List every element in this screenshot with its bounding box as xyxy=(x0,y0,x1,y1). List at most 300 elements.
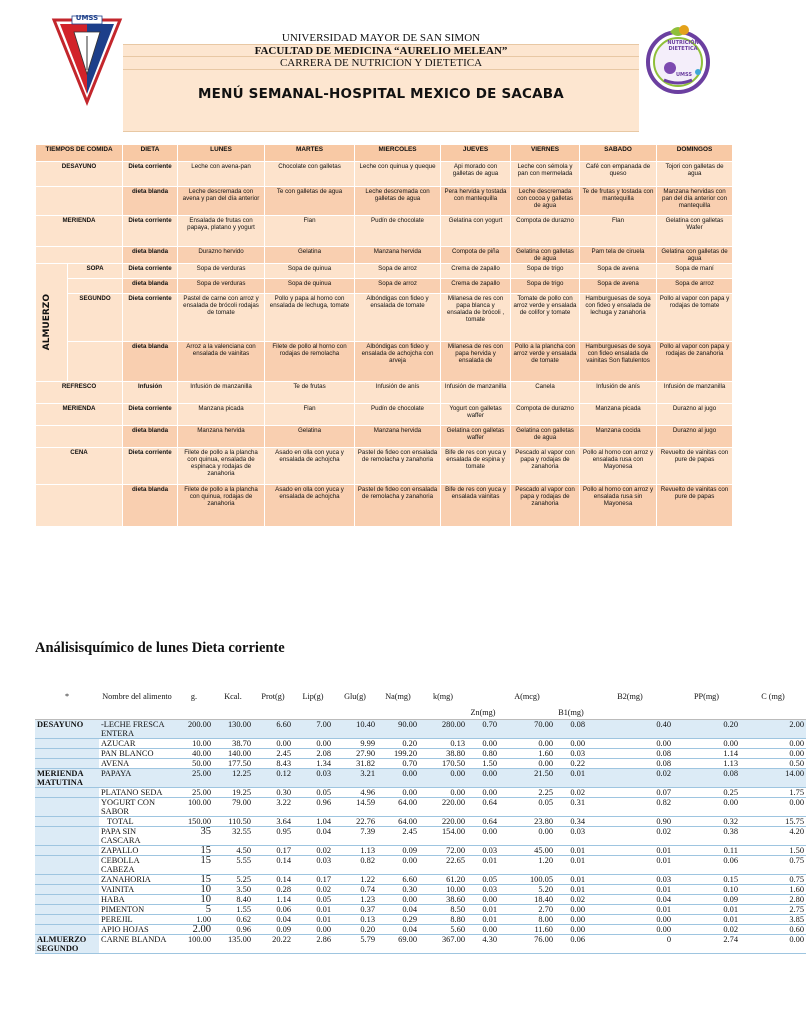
nutrient-value-cell: 0.00 xyxy=(587,924,673,934)
diet-cell: Dieta corriente xyxy=(123,162,178,187)
menu-row xyxy=(36,279,733,294)
nutrient-value-cell: 0.00 xyxy=(377,894,419,904)
nutrient-value-cell: 0.01 xyxy=(467,855,499,874)
col-header: MIERCOLES xyxy=(355,145,441,162)
nutrient-value-cell: 1.34 xyxy=(293,758,333,768)
nutrient-value-cell: 0.00 xyxy=(555,914,587,924)
nutrient-value-cell: 25.00 xyxy=(175,768,213,787)
analysis-header-row xyxy=(35,692,806,719)
menu-day-cell: Pollo al horno con arroz y ensalada rusa con Mayonesa xyxy=(580,448,657,485)
nutrient-value-cell: 0.06 xyxy=(555,934,587,953)
nutrient-value-cell: 4.96 xyxy=(333,787,377,797)
analysis-section-cell: ALMUERZO SEGUNDO xyxy=(35,934,99,953)
menu-day-cell: Café con empanada de queso xyxy=(580,162,657,187)
nutrient-value-cell: 40.00 xyxy=(175,748,213,758)
menu-day-cell: Sopa de arroz xyxy=(657,279,733,294)
nutrient-value-cell: 0.05 xyxy=(499,797,555,816)
menu-day-cell: Infusión de manzanilla xyxy=(441,382,511,404)
menu-day-cell: Filete de pollo a la plancha con quinua, rodajas de zanahoria xyxy=(178,485,265,527)
analysis-row xyxy=(35,797,806,816)
nutrient-value-cell: 0.00 xyxy=(740,934,806,953)
nutrient-value-cell: 0.25 xyxy=(673,787,740,797)
analysis-row xyxy=(35,719,806,738)
nutrient-value-cell: 14.00 xyxy=(740,768,806,787)
nutrient-value-cell: 0.02 xyxy=(293,845,333,855)
nutrient-value-cell: 10 xyxy=(175,884,213,894)
col-header: SABADO xyxy=(580,145,657,162)
nutrient-value-cell: 0.75 xyxy=(740,874,806,884)
analysis-col-header: A(mcg) xyxy=(499,692,555,719)
nutrient-value-cell: 5.25 xyxy=(213,874,253,884)
nutrient-value-cell: 0.60 xyxy=(740,924,806,934)
menu-day-cell: Sopa de trigo xyxy=(511,279,580,294)
nutrient-value-cell: 50.00 xyxy=(175,758,213,768)
menu-day-cell: Gelatina con yogurt xyxy=(441,216,511,247)
menu-day-cell: Durazno al jugo xyxy=(657,404,733,426)
nutrient-value-cell: 0.15 xyxy=(673,874,740,884)
analysis-section-cell xyxy=(35,884,99,894)
analysis-body xyxy=(35,719,806,953)
nutrient-value-cell: 3.22 xyxy=(253,797,293,816)
nutrient-value-cell: 0.02 xyxy=(673,924,740,934)
menu-day-cell: Gelatina xyxy=(265,426,355,448)
nutrient-value-cell: 0.01 xyxy=(555,845,587,855)
nutrient-value-cell: 0.00 xyxy=(740,748,806,758)
menu-day-cell: Pescado al vapor con papa y rodajas de zanahoria xyxy=(511,448,580,485)
nutrient-value-cell: 367.00 xyxy=(419,934,467,953)
meal-sub-cell: SEGUNDO xyxy=(68,294,123,342)
nutrient-value-cell: 0.00 xyxy=(467,924,499,934)
meal-cell: CENA xyxy=(36,448,123,485)
nutrient-value-cell: 0.00 xyxy=(740,738,806,748)
menu-day-cell: Sopa de verduras xyxy=(178,279,265,294)
food-name-cell: ZAPALLO xyxy=(99,845,175,855)
menu-day-cell: Canela xyxy=(511,382,580,404)
nutrient-value-cell: 0.13 xyxy=(419,738,467,748)
menu-row xyxy=(36,342,733,382)
nutrient-value-cell: 0.09 xyxy=(253,924,293,934)
nutrient-value-cell: 3.50 xyxy=(213,884,253,894)
analysis-row xyxy=(35,787,806,797)
menu-day-cell: Gelatina con galletas de agua xyxy=(657,247,733,264)
nutrient-value-cell: 2.70 xyxy=(499,904,555,914)
nutrient-value-cell: 0.03 xyxy=(467,884,499,894)
analysis-section-cell xyxy=(35,826,99,845)
menu-row xyxy=(36,294,733,342)
nutrient-value-cell: 1.60 xyxy=(499,748,555,758)
nutrient-value-cell: 0.96 xyxy=(213,924,253,934)
nutrient-value-cell: 0.02 xyxy=(293,884,333,894)
nutrient-value-cell: 0.38 xyxy=(673,826,740,845)
analysis-title: Análisisquímico de lunes Dieta corriente xyxy=(35,640,285,656)
nutrient-value-cell: 0.31 xyxy=(555,797,587,816)
nutrient-value-cell: 0.20 xyxy=(377,738,419,748)
menu-day-cell: Pastel de fideo con ensalada de remolacha y zanahoria xyxy=(355,448,441,485)
nutrient-value-cell: 0.11 xyxy=(673,845,740,855)
almuerzo-side-label xyxy=(36,264,68,382)
menu-day-cell: Te con galletas de agua xyxy=(265,187,355,216)
menu-day-cell: Te de frutas xyxy=(265,382,355,404)
nutrient-value-cell: 10.40 xyxy=(333,719,377,738)
menu-day-cell: Infusión de anís xyxy=(355,382,441,404)
nutrient-value-cell: 7.39 xyxy=(333,826,377,845)
menu-day-cell: Api morado con galletas de agua xyxy=(441,162,511,187)
menu-day-cell: Tojori con galletas de agua xyxy=(657,162,733,187)
food-name-cell: APIO HOJAS xyxy=(99,924,175,934)
nutrient-value-cell: 0.13 xyxy=(333,914,377,924)
menu-day-cell: Ensalada de frutas con papaya, platano y yogurt xyxy=(178,216,265,247)
menu-header-row xyxy=(36,145,733,162)
meal-sub-cell xyxy=(68,342,123,382)
nutrient-value-cell: 154.00 xyxy=(419,826,467,845)
menu-day-cell: Arroz a la valenciana con ensalada de vainitas xyxy=(178,342,265,382)
food-name-cell: CEBOLLA CABEZA xyxy=(99,855,175,874)
umss-shield-logo xyxy=(52,14,122,104)
nutrient-value-cell: 1.13 xyxy=(673,758,740,768)
menu-day-cell: Gelatina con galletas de agua xyxy=(511,247,580,264)
menu-day-cell: Yogurt con galletas waffer xyxy=(441,404,511,426)
nutrient-value-cell: 0.03 xyxy=(555,748,587,758)
analysis-col-header: Kcal. xyxy=(213,692,253,719)
nutrient-value-cell: 7.00 xyxy=(293,719,333,738)
menu-day-cell: Gelatina con galletas Wafer xyxy=(657,216,733,247)
menu-day-cell: Hamburguesas de soya con fideo y ensalada de lechuga y zanahoria xyxy=(580,294,657,342)
menu-day-cell: Filete de pollo a la plancha con quinua, ensalada de espinaca y rodajas de zanahoria xyxy=(178,448,265,485)
menu-row xyxy=(36,264,733,279)
nutrient-value-cell: 0.80 xyxy=(467,748,499,758)
menu-day-cell: Infusión de manzanilla xyxy=(657,382,733,404)
analysis-row xyxy=(35,934,806,953)
nutrient-value-cell: 0.00 xyxy=(467,826,499,845)
nutrient-value-cell: 0.01 xyxy=(555,768,587,787)
analysis-section-cell xyxy=(35,787,99,797)
nutrient-value-cell: 0.05 xyxy=(467,874,499,884)
nutrient-value-cell: 0.04 xyxy=(293,826,333,845)
analysis-row xyxy=(35,924,806,934)
meal-cell xyxy=(36,187,123,216)
analysis-section-cell xyxy=(35,855,99,874)
meal-cell: MERIENDA xyxy=(36,404,123,426)
nutrient-value-cell: 10.00 xyxy=(175,738,213,748)
nutrient-value-cell: 0.08 xyxy=(673,768,740,787)
nutrition-logo-top-text: NUTRICIÓN DIETETICA xyxy=(667,40,699,52)
nutrient-value-cell: 0.03 xyxy=(293,855,333,874)
analysis-row xyxy=(35,758,806,768)
nutrient-value-cell: 0.82 xyxy=(333,855,377,874)
nutrient-value-cell: 15 xyxy=(175,855,213,874)
menu-day-cell: Pollo al vapor con papa y rodajas de zanahoria xyxy=(657,342,733,382)
menu-day-cell: Gelatina con galletas de agua xyxy=(511,426,580,448)
menu-day-cell: Sopa de quinua xyxy=(265,264,355,279)
nutrient-value-cell: 0.00 xyxy=(467,894,499,904)
food-name-cell: VAINITA xyxy=(99,884,175,894)
analysis-row xyxy=(35,845,806,855)
weekly-menu-table xyxy=(35,144,733,527)
col-header: MARTES xyxy=(265,145,355,162)
menu-day-cell: Manzana picada xyxy=(580,404,657,426)
nutrient-value-cell: 0.00 xyxy=(587,914,673,924)
nutrient-value-cell: 4.50 xyxy=(213,845,253,855)
nutrient-value-cell: 1.22 xyxy=(333,874,377,884)
nutrient-value-cell: 12.25 xyxy=(213,768,253,787)
menu-day-cell: Compota de durazno xyxy=(511,216,580,247)
menu-day-cell: Pollo a la plancha con arroz verde y ensalada de tomate xyxy=(511,342,580,382)
nutrient-value-cell: 1.04 xyxy=(293,816,333,826)
nutrient-value-cell: 3.85 xyxy=(740,914,806,924)
nutrient-value-cell: 0.12 xyxy=(253,768,293,787)
col-header: LUNES xyxy=(178,145,265,162)
nutrient-value-cell: 0.01 xyxy=(673,914,740,924)
nutrient-value-cell: 70.00 xyxy=(499,719,555,738)
nutrient-value-cell: 1.75 xyxy=(740,787,806,797)
menu-row xyxy=(36,404,733,426)
nutrient-value-cell: 5.79 xyxy=(333,934,377,953)
nutrient-value-cell: 0.05 xyxy=(293,894,333,904)
food-name-cell: HABA xyxy=(99,894,175,904)
analysis-row xyxy=(35,855,806,874)
nutrient-value-cell: 0.00 xyxy=(673,738,740,748)
nutrient-value-cell: 2.80 xyxy=(740,894,806,904)
nutrient-value-cell: 35 xyxy=(175,826,213,845)
menu-day-cell: Chocolate con galletas xyxy=(265,162,355,187)
analysis-section-cell xyxy=(35,816,99,826)
meal-cell: MERIENDA xyxy=(36,216,123,247)
nutrient-value-cell: 1.14 xyxy=(673,748,740,758)
nutrient-value-cell: 0.30 xyxy=(253,787,293,797)
chemical-analysis-table xyxy=(35,692,806,954)
nutrient-value-cell: 20.22 xyxy=(253,934,293,953)
menu-row xyxy=(36,247,733,264)
nutrient-value-cell: 0.01 xyxy=(293,904,333,914)
nutrient-value-cell: 0.08 xyxy=(555,719,587,738)
col-header: VIERNES xyxy=(511,145,580,162)
col-header: JUEVES xyxy=(441,145,511,162)
menu-day-cell: Compota de piña xyxy=(441,247,511,264)
nutrient-value-cell: 199.20 xyxy=(377,748,419,758)
nutrient-value-cell: 0.02 xyxy=(555,894,587,904)
nutrient-value-cell: 72.00 xyxy=(419,845,467,855)
food-name-cell: TOTAL xyxy=(99,816,175,826)
nutrient-value-cell: 0.01 xyxy=(587,904,673,914)
analysis-row xyxy=(35,816,806,826)
menu-day-cell: Infusión de manzanilla xyxy=(178,382,265,404)
menu-day-cell: Manzana cocida xyxy=(580,426,657,448)
nutrient-value-cell: 38.70 xyxy=(213,738,253,748)
diet-cell: dieta blanda xyxy=(123,187,178,216)
meal-sub-cell xyxy=(68,279,123,294)
nutrient-value-cell: 0.17 xyxy=(253,845,293,855)
nutrition-dietetics-logo xyxy=(640,22,716,98)
analysis-col-header: Zn(mg) xyxy=(467,692,499,719)
nutrient-value-cell: 0.50 xyxy=(740,758,806,768)
menu-body xyxy=(36,162,733,527)
nutrient-value-cell: 0.64 xyxy=(467,797,499,816)
nutrient-value-cell: 6.60 xyxy=(253,719,293,738)
analysis-col-header: Glu(g) xyxy=(333,692,377,719)
analysis-row xyxy=(35,738,806,748)
nutrient-value-cell: 0.28 xyxy=(253,884,293,894)
nutrient-value-cell: 100.00 xyxy=(175,797,213,816)
nutrient-value-cell: 100.05 xyxy=(499,874,555,884)
menu-day-cell: Filete de pollo al horno con rodajas de remolacha xyxy=(265,342,355,382)
meal-cell xyxy=(36,485,123,527)
menu-day-cell: Revuelto de vainitas con pure de papas xyxy=(657,448,733,485)
nutrient-value-cell: 1.50 xyxy=(467,758,499,768)
nutrient-value-cell: 0.02 xyxy=(555,787,587,797)
menu-day-cell: Albóndigas con fideo y ensalada de achojcha con arveja xyxy=(355,342,441,382)
nutrient-value-cell: 69.00 xyxy=(377,934,419,953)
analysis-section-cell xyxy=(35,924,99,934)
menu-title: MENÚ SEMANAL-HOSPITAL MEXICO DE SACABA xyxy=(198,86,564,102)
nutrient-value-cell: 0.14 xyxy=(253,855,293,874)
analysis-section-cell xyxy=(35,797,99,816)
food-name-cell: PAPAYA xyxy=(99,768,175,787)
nutrient-value-cell: 0.00 xyxy=(555,738,587,748)
menu-day-cell: Manzana picada xyxy=(178,404,265,426)
nutrient-value-cell: 0.62 xyxy=(213,914,253,924)
menu-day-cell: Bife de res con yuca y ensalada vainitas xyxy=(441,485,511,527)
menu-row xyxy=(36,485,733,527)
nutrient-value-cell: 0.20 xyxy=(673,719,740,738)
diet-cell: Dieta corriente xyxy=(123,448,178,485)
nutrient-value-cell: 2.45 xyxy=(253,748,293,758)
nutrient-value-cell: 9.99 xyxy=(333,738,377,748)
food-name-cell: CARNE BLANDA xyxy=(99,934,175,953)
nutrient-value-cell: 10.00 xyxy=(419,884,467,894)
nutrient-value-cell: 0.22 xyxy=(555,758,587,768)
food-name-cell: PLATANO SEDA xyxy=(99,787,175,797)
food-name-cell: AZUCAR xyxy=(99,738,175,748)
col-header: DOMINGOS xyxy=(657,145,733,162)
menu-day-cell: Asado en olla con yuca y ensalada de achojcha xyxy=(265,448,355,485)
nutrient-value-cell: 21.50 xyxy=(499,768,555,787)
nutrient-value-cell: 1.50 xyxy=(740,845,806,855)
nutrient-value-cell: 100.00 xyxy=(175,934,213,953)
nutrient-value-cell: 0.90 xyxy=(587,816,673,826)
menu-day-cell: Sopa de avena xyxy=(580,279,657,294)
menu-day-cell: Pollo al horno con arroz y ensalada rusa sin Mayonesa xyxy=(580,485,657,527)
nutrient-value-cell: 4.30 xyxy=(467,934,499,953)
nutrient-value-cell: 14.59 xyxy=(333,797,377,816)
nutrient-value-cell: 2.25 xyxy=(499,787,555,797)
nutrient-value-cell: 0.03 xyxy=(587,874,673,884)
nutrient-value-cell: 0.96 xyxy=(293,797,333,816)
food-name-cell: AVENA xyxy=(99,758,175,768)
analysis-row xyxy=(35,826,806,845)
menu-row xyxy=(36,216,733,247)
menu-day-cell: Leche con avena-pan xyxy=(178,162,265,187)
nutrient-value-cell: 0.04 xyxy=(253,914,293,924)
nutrient-value-cell: 0.30 xyxy=(377,884,419,894)
nutrient-value-cell: 0.09 xyxy=(377,845,419,855)
nutrient-value-cell: 0.20 xyxy=(333,924,377,934)
menu-day-cell: Sopa de trigo xyxy=(511,264,580,279)
analysis-row xyxy=(35,894,806,904)
nutrient-value-cell: 2.00 xyxy=(175,924,213,934)
nutrient-value-cell: 0.00 xyxy=(377,768,419,787)
nutrient-value-cell: 0.04 xyxy=(587,894,673,904)
analysis-row xyxy=(35,874,806,884)
nutrient-value-cell: 0.00 xyxy=(293,738,333,748)
menu-day-cell: Manzana hervida xyxy=(355,247,441,264)
nutrient-value-cell: 280.00 xyxy=(419,719,467,738)
nutrient-value-cell: 32.55 xyxy=(213,826,253,845)
nutrient-value-cell: 220.00 xyxy=(419,797,467,816)
nutrient-value-cell: 45.00 xyxy=(499,845,555,855)
nutrient-value-cell: 130.00 xyxy=(213,719,253,738)
nutrient-value-cell: 31.82 xyxy=(333,758,377,768)
analysis-row xyxy=(35,904,806,914)
nutrient-value-cell: 135.00 xyxy=(213,934,253,953)
nutrient-value-cell: 18.40 xyxy=(499,894,555,904)
nutrient-value-cell: 0.01 xyxy=(467,904,499,914)
food-name-cell: PAN BLANCO xyxy=(99,748,175,758)
nutrient-value-cell: 0.01 xyxy=(587,884,673,894)
nutrient-value-cell: 27.90 xyxy=(333,748,377,758)
nutrient-value-cell: 0.75 xyxy=(740,855,806,874)
nutrient-value-cell: 0.14 xyxy=(253,874,293,884)
analysis-section-cell: MERIENDA MATUTINA xyxy=(35,768,99,787)
analysis-section-cell xyxy=(35,874,99,884)
menu-day-cell: Gelatina con galletas waffer xyxy=(441,426,511,448)
nutrient-value-cell: 8.40 xyxy=(213,894,253,904)
menu-day-cell: Flan xyxy=(265,404,355,426)
analysis-section-cell xyxy=(35,904,99,914)
menu-day-cell: Bife de res con yuca y ensalada de espina y tomate xyxy=(441,448,511,485)
menu-day-cell: Revuelto de vainitas con pure de papas xyxy=(657,485,733,527)
nutrient-value-cell: 1.55 xyxy=(213,904,253,914)
nutrient-value-cell: 5.60 xyxy=(419,924,467,934)
nutrient-value-cell: 0 xyxy=(587,934,673,953)
food-name-cell: PAPA SIN CASCARA xyxy=(99,826,175,845)
analysis-row xyxy=(35,884,806,894)
nutrient-value-cell: 0.00 xyxy=(467,787,499,797)
nutrient-value-cell: 5.55 xyxy=(213,855,253,874)
nutrient-value-cell: 79.00 xyxy=(213,797,253,816)
nutrient-value-cell: 0.04 xyxy=(377,924,419,934)
nutrient-value-cell: 23.80 xyxy=(499,816,555,826)
nutrient-value-cell: 8.00 xyxy=(499,914,555,924)
menu-day-cell: Sopa de avena xyxy=(580,264,657,279)
nutrient-value-cell: 15 xyxy=(175,845,213,855)
col-header: TIEMPOS DE COMIDA xyxy=(36,145,123,162)
nutrient-value-cell: 110.50 xyxy=(213,816,253,826)
nutrient-value-cell: 0.70 xyxy=(467,719,499,738)
menu-day-cell: Infusión de anís xyxy=(580,382,657,404)
menu-row xyxy=(36,426,733,448)
nutrient-value-cell: 0.40 xyxy=(587,719,673,738)
nutrient-value-cell: 0.08 xyxy=(587,758,673,768)
nutrient-value-cell: 1.20 xyxy=(499,855,555,874)
diet-cell: dieta blanda xyxy=(123,279,178,294)
nutrient-value-cell: 1.00 xyxy=(175,914,213,924)
analysis-col-header: * xyxy=(35,692,99,719)
nutrient-value-cell: 0.06 xyxy=(253,904,293,914)
menu-day-cell: Manzana hervidas con pan del día anterior con mantequilla xyxy=(657,187,733,216)
menu-day-cell: Pescado al vapor con papa y rodajas de zanahoria xyxy=(511,485,580,527)
nutrient-value-cell: 64.00 xyxy=(377,797,419,816)
nutrient-value-cell: 0.00 xyxy=(673,797,740,816)
menu-day-cell: Pastel de fideo con ensalada de remolacha y zanahoria xyxy=(355,485,441,527)
food-name-cell: ZANAHORIA xyxy=(99,874,175,884)
food-name-cell: -LECHE FRESCA ENTERA xyxy=(99,719,175,738)
menu-day-cell: Gelatina xyxy=(265,247,355,264)
diet-cell: Dieta corriente xyxy=(123,264,178,279)
menu-row xyxy=(36,382,733,404)
analysis-col-header: g. xyxy=(175,692,213,719)
menu-day-cell: Sopa de arroz xyxy=(355,279,441,294)
col-header: DIETA xyxy=(123,145,178,162)
